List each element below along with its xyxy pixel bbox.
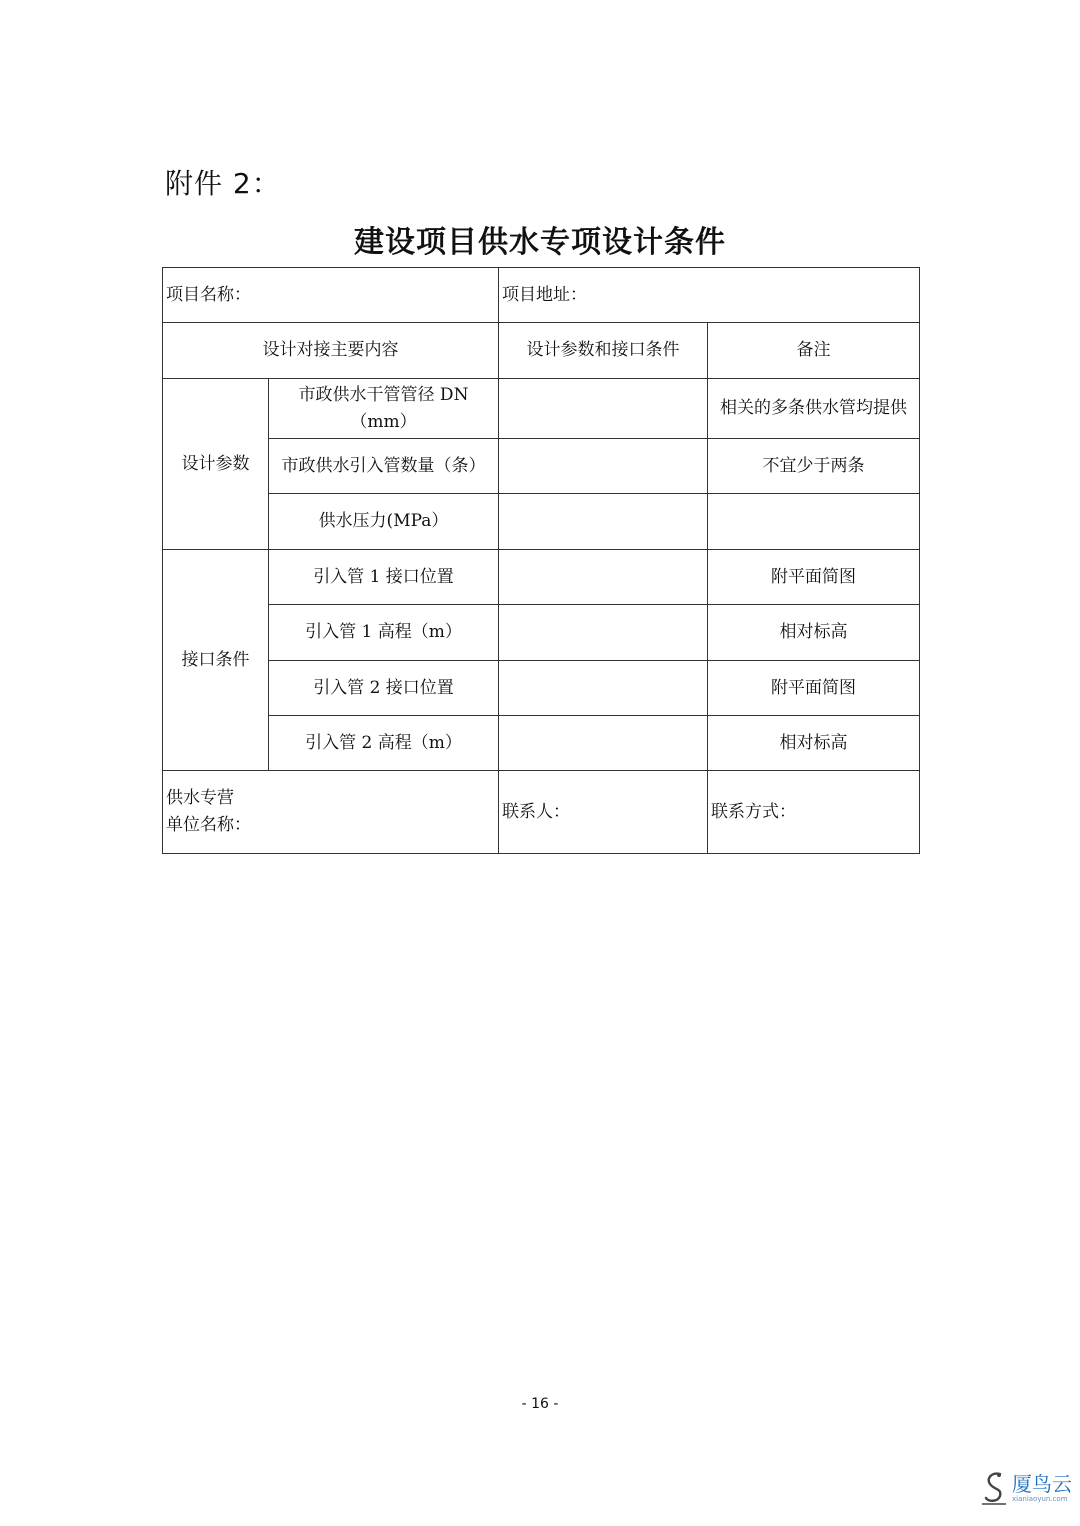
table-row [163,605,920,661]
watermark [978,1466,1073,1510]
table-header-row [163,323,920,379]
row-remark: 相关的多条供水管均提供 [708,379,920,439]
watermark-site: xianiaoyun.com [1012,1494,1068,1503]
row-value-cell[interactable] [499,716,708,771]
project-name-label: 项目名称： [166,284,251,305]
row-value-cell[interactable] [499,605,708,661]
watermark-brand: 厦鸟云 [1012,1471,1072,1496]
table-row [163,494,920,550]
bird-logo-icon [978,1468,1010,1508]
supply-unit-label-line1: 供水专营 [166,788,234,808]
table-row [163,379,920,439]
contact-method-label: 联系方式： [711,801,796,822]
row-item: 市政供水干管管径 DN（mm） [269,379,499,439]
row-remark [708,494,920,550]
project-name-cell[interactable] [163,268,499,323]
supply-unit-cell[interactable] [163,771,499,854]
supply-unit-label-line2: 单位名称： [166,815,251,835]
row-remark: 不宜少于两条 [708,439,920,494]
row-item: 供水压力(MPa） [269,494,499,550]
row-remark: 附平面简图 [708,661,920,716]
row-item: 引入管 2 高程（m） [269,716,499,771]
row-value-cell[interactable] [499,494,708,550]
table-row [163,716,920,771]
column-header-content: 设计对接主要内容 [163,323,499,379]
row-item: 引入管 2 接口位置 [269,661,499,716]
table-footer-row [163,771,920,854]
row-remark: 相对标高 [708,605,920,661]
contact-person-cell[interactable] [499,771,708,854]
row-item: 引入管 1 接口位置 [269,550,499,605]
table-row [163,439,920,494]
row-remark: 相对标高 [708,716,920,771]
table-row [163,550,920,605]
document-title: 建设项目供水专项设计条件 [354,225,726,260]
design-params-group-label: 设计参数 [163,379,269,550]
interface-conditions-group-label: 接口条件 [163,550,269,771]
design-conditions-table [162,267,920,854]
column-header-remarks: 备注 [708,323,920,379]
row-value-cell[interactable] [499,550,708,605]
table-row [163,268,920,323]
column-header-params: 设计参数和接口条件 [499,323,708,379]
row-value-cell[interactable] [499,661,708,716]
contact-person-label: 联系人： [502,801,570,822]
row-remark: 附平面简图 [708,550,920,605]
row-value-cell[interactable] [499,439,708,494]
project-address-label: 项目地址： [502,284,587,305]
row-value-cell[interactable] [499,379,708,439]
row-item: 引入管 1 高程（m） [269,605,499,661]
project-address-cell[interactable] [499,268,920,323]
attachment-label: 附件 2： [165,167,281,200]
row-item: 市政供水引入管数量（条） [269,439,499,494]
table-row [163,661,920,716]
contact-method-cell[interactable] [708,771,920,854]
page-number: - 16 - [521,1396,559,1412]
